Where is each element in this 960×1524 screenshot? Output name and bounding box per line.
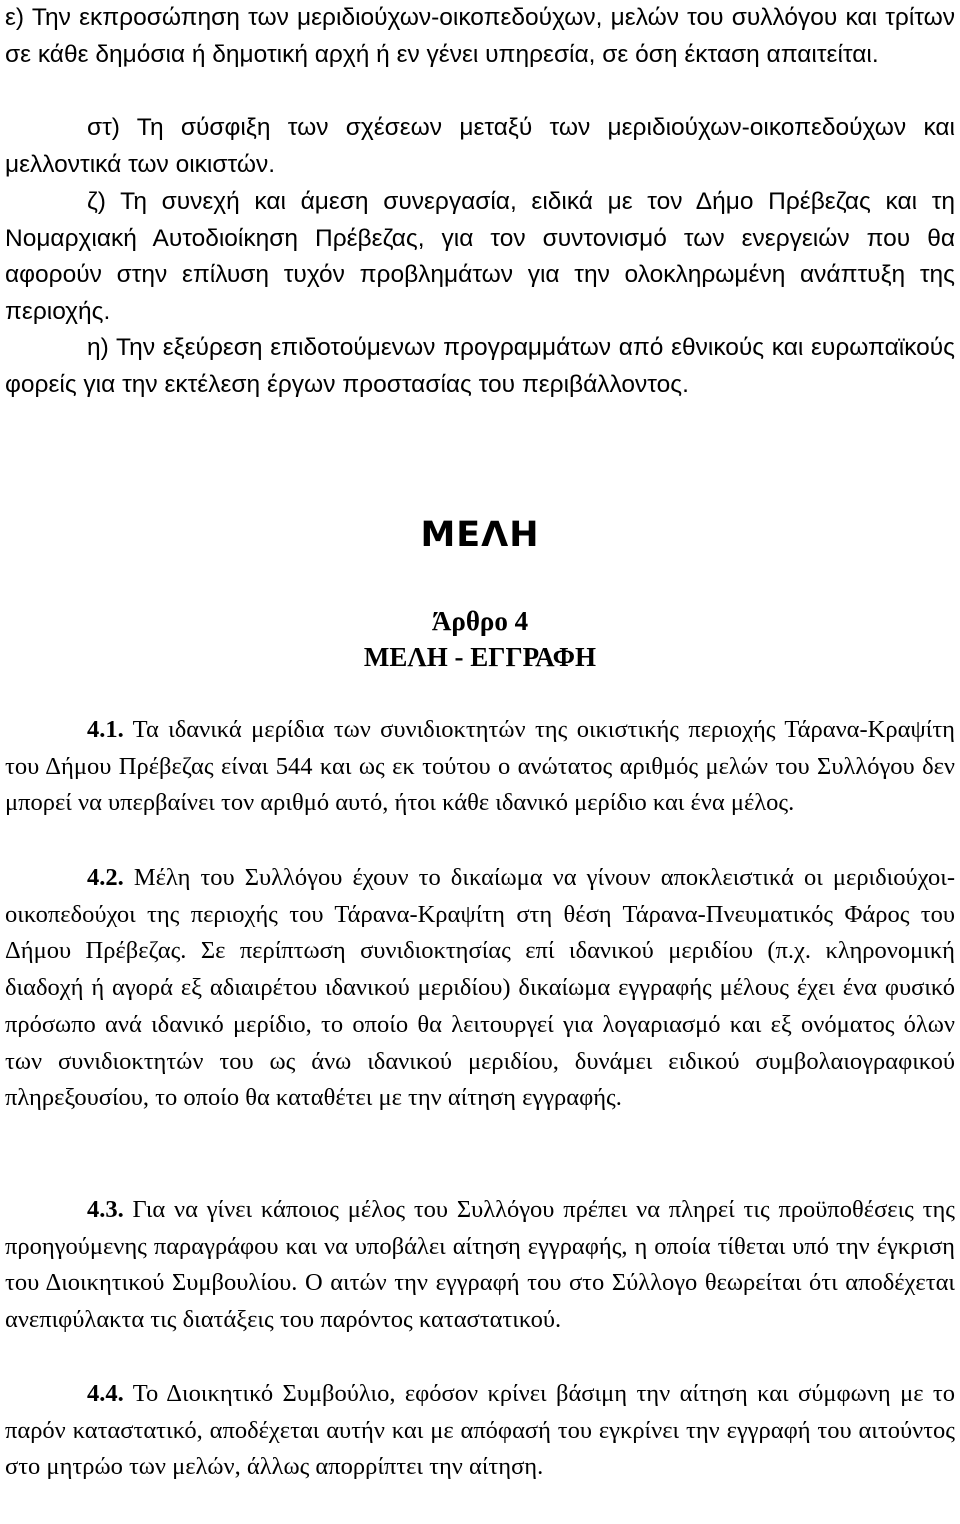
section-title: ΜΕΛΗ <box>420 515 540 555</box>
article-title: ΜΕΛΗ - ΕΓΓΡΑΦΗ <box>363 642 597 672</box>
clause-4-4 <box>5 1376 955 1486</box>
clause-text: Τα ιδανικά μερίδια των συνιδιοκτητών της οικιστικής περιοχής Τάρανα-Κραψίτη του Δήμου Πρέβεζας είναι 544 και ως εκ τούτου ο ανώτατος αριθμός μελών του Συλλόγου δεν μπορεί να υπερβαίνει τον αριθμό αυτό, ήτοι κάθε ιδανικό μερίδιο και ένα μέλος. <box>5 716 955 817</box>
paragraph-e: ε) Την εκπροσώπηση των μεριδιούχων-οικοπεδούχων, μελών του συλλόγου και τρίτων σε κάθε δημόσια ή δημοτική αρχή ή εν γένει υπηρεσία, σε όση έκταση απαιτείται. <box>5 4 955 68</box>
clause-number: 4.3. <box>87 1196 124 1223</box>
paragraph-st: στ) Τη σύσφιξη των σχέσεων μεταξύ των μεριδιούχων-οικοπεδούχων και μελλοντικά των οικιστών. <box>5 114 955 178</box>
clause-text: Το Διοικητικό Συμβούλιο, εφόσον κρίνει βάσιμη την αίτηση και σύμφωνη με το παρόν καταστατικό, αποδέχεται αυτήν και με απόφασή του εγκρίνει την εγγραφή του αιτούντος στο μητρώο των μελών, άλλως απορρίπτει την αίτηση. <box>5 1380 955 1481</box>
clause-4-1 <box>5 712 955 822</box>
clause-number: 4.1. <box>87 716 124 743</box>
clause-number: 4.2. <box>87 864 124 891</box>
clause-4-2 <box>5 860 955 1117</box>
paragraph-z: ζ) Τη συνεχή και άμεση συνεργασία, ειδικά με τον Δήμο Πρέβεζας και τη Νομαρχιακή Αυτοδιοίκηση Πρέβεζας, για τον συντονισμό των ενεργειών που θα αφορούν στην επίλυση τυχόν προβλημάτων για την ολοκληρωμένη ανάπτυξη της περιοχής. <box>5 188 955 326</box>
clause-text: Για να γίνει κάποιος μέλος του Συλλόγου πρέπει να πληρεί τις προϋποθέσεις της προηγούμενης παραγράφου και να υποβάλει αίτηση εγγραφής, η οποία τίθεται υπό την έγκριση του Διοικητικού Συμβουλίου. Ο αιτών την εγγραφή του στο Σύλλογο θεωρείται ότι αποδέχεται ανεπιφύλακτα τις διατάξεις του παρόντος καταστατικού. <box>5 1196 955 1334</box>
clause-number: 4.4. <box>87 1380 124 1407</box>
clause-text: Μέλη του Συλλόγου έχουν το δικαίωμα να γίνουν αποκλειστικά οι μεριδιούχοι-οικοπεδούχοι της περιοχής του Τάρανα-Κραψίτη στη θέση Τάρανα-Πνευματικός Φάρος του Δήμου Πρέβεζας. Σε περίπτωση συνιδιοκτησίας επί ιδανικού μεριδίου (π.χ. κληρονομική διαδοχή ή αγορά εξ αδιαιρέτου ιδανικού μεριδίου) δικαίωμα εγγραφής μέλους έχει ένα φυσικό πρόσωπο ανά ιδανικό μερίδιο, το οποίο θα λειτουργεί για λογαριασμό και εξ ονόματος όλων των συνιδιοκτητών του ως άνω ιδανικού μεριδίου, δυνάμει ειδικού συμβολαιογραφικού πληρεξουσίου, το οποίο θα καταθέτει με την αίτηση εγγραφής. <box>5 864 955 1112</box>
clause-4-3 <box>5 1192 955 1339</box>
paragraph-i: η) Την εξεύρεση επιδοτούμενων προγραμμάτων από εθνικούς και ευρωπαϊκούς φορείς για την εκτέλεση έργων προστασίας του περιβάλλοντος. <box>5 334 955 398</box>
article-number: Άρθρο 4 <box>431 606 529 636</box>
